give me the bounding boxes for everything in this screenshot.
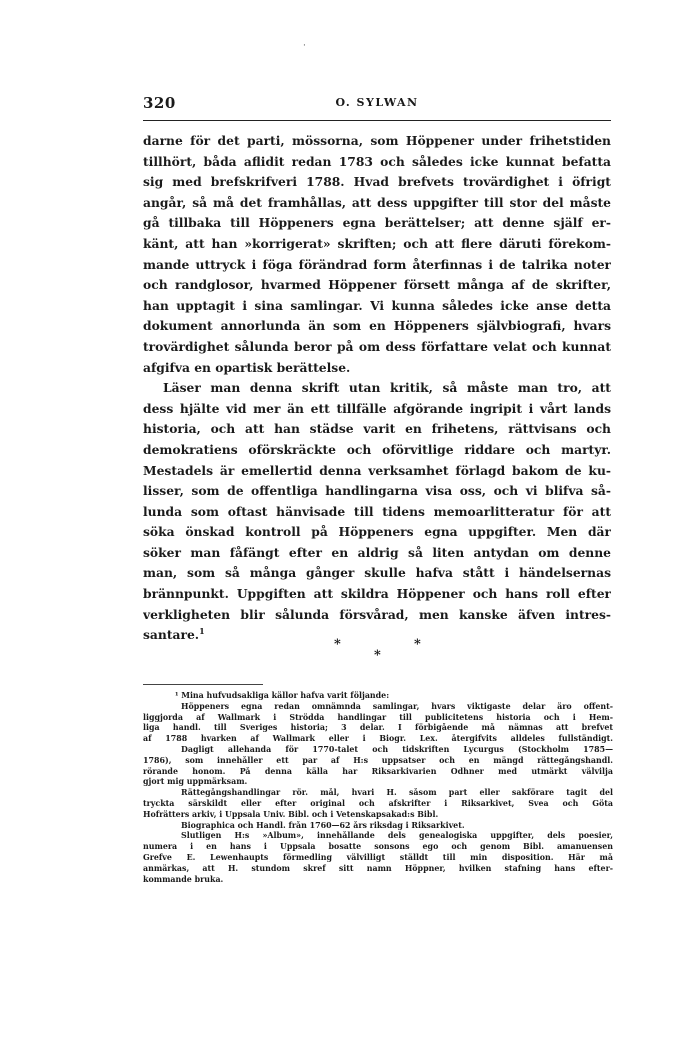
separator-star: * <box>334 637 341 652</box>
text-line: Läser man denna skrift utan kritik, så måste man tro, att <box>163 380 611 396</box>
separator-star: * <box>414 637 421 652</box>
header-rule <box>143 120 611 121</box>
footnote-line: 1786), som innehåller ett par af H:s uppsatser och en mängd rättegångshandl. <box>143 755 613 765</box>
footnote-line: ¹ Mina hufvudsakliga källor hafva varit följande: <box>175 691 390 700</box>
footnote-line: Höppeners egna redan omnämnda samlingar, hvars viktigaste delar äro offent- <box>181 701 613 711</box>
text-line: mande uttryck i föga förändrad form återfinnas i de talrika noter <box>143 256 611 272</box>
footnote-line: gjort mig uppmärksam. <box>143 777 248 787</box>
text-line: verkligheten blir sålunda försvårad, men kanske äfven intres- <box>143 606 611 622</box>
text-line: söker man fåfängt efter en aldrig så liten antydan om denne <box>143 544 611 560</box>
text-line: sig med brefskrifveri 1788. Hvad brefvets trovärdighet i öfrigt <box>143 174 611 190</box>
footnote-line: liga handl. till Sveriges historia; 3 delar. I förbigående må nämnas att brefvet <box>143 723 613 733</box>
text-line: trovärdighet sålunda beror på om dess författare velat och kunnat <box>143 338 611 354</box>
footnote <box>143 691 613 702</box>
text-line: gå tillbaka till Höppeners egna berättelser; att denne själf er- <box>143 215 611 231</box>
footnote-line: Slutligen H:s »Album», innehållande dels genealogiska uppgifter, dels poesier, <box>181 831 613 841</box>
text-line: dokument annorlunda än som en Höppeners självbiografi, hvars <box>143 318 611 334</box>
text-line: historia, och att han städse varit en frihetens, rättvisans och <box>143 421 611 437</box>
footnote-entry <box>143 702 613 745</box>
text-line: man, som så många gånger skulle hafva stått i händelsernas <box>143 565 611 581</box>
footnote-line: tryckta särskildt eller efter original och afskrifter i Riksarkivet, Svea och Göta <box>143 798 613 808</box>
footnote-entry <box>143 745 613 788</box>
separator-star: * <box>374 648 381 663</box>
paragraph <box>143 131 611 378</box>
footnote-line: Hofrätters arkiv, i Uppsala Univ. Bibl. och i Vetenskapsakad:s Bibl. <box>143 809 439 819</box>
body-text <box>143 131 611 646</box>
text-line: och randglosor, hvarmed Höppener försett många af de skrifter, <box>143 277 611 293</box>
footnote-line: anmärkas, att H. stundom skref sitt namn Höppner, hvilken stafning hans efter- <box>143 863 613 873</box>
text-line-end: santare. <box>143 627 200 643</box>
page-header <box>143 94 611 116</box>
text-line: känt, att han »korrigerat» skriften; och att flere däruti förekom- <box>143 235 611 251</box>
footnote-line: Grefve E. Lewenhaupts förmedling välvilligt ställdt till min disposition. Här må <box>143 852 613 862</box>
footnotes <box>143 691 613 885</box>
text-line: brännpunkt. Uppgiften att skildra Höppener och hans roll efter <box>143 586 611 602</box>
footnote-line: Biographica och Handl. från 1760—62 års riksdag i Riksarkivet. <box>181 820 465 830</box>
footnote-line: kommande bruka. <box>143 874 224 884</box>
text-line: han upptagit i sina samlingar. Vi kunna således icke anse detta <box>143 297 611 313</box>
footnote-line: Rättegångshandlingar rör. mål, hvari H. såsom part eller sakförare tagit del <box>181 788 613 798</box>
footnote-line: Dagligt allehanda för 1770-talet och tidskriften Lycurgus (Stockholm 1785— <box>181 744 613 754</box>
text-line: tillhört, båda aflidit redan 1783 och således icke kunnat befatta <box>143 153 611 169</box>
paragraph <box>143 378 611 646</box>
running-head: O. SYLWAN <box>335 96 419 109</box>
text-line: darne för det parti, mössorna, som Höppener under frihetstiden <box>143 133 611 148</box>
footnote-marker: 1 <box>199 626 205 637</box>
footnote-line: liggjorda af Wallmark i Strödda handlingar till publicitetens historia och i Hem- <box>143 712 613 722</box>
footnote-line: rörande honom. På denna källa har Riksarkivarien Odhner med utmärkt välvilja <box>143 766 613 776</box>
section-separator <box>0 637 696 667</box>
text-line: lisser, som de offentliga handlingarna visa oss, och vi blifva så- <box>143 483 611 499</box>
footnote-entry <box>143 788 613 820</box>
text-line: dess hjälte vid mer än ett tillfälle afgörande ingripit i vårt lands <box>143 400 611 416</box>
footnote-rule <box>143 684 263 685</box>
text-line: demokratiens oförskräckte och oförvitlige riddare och martyr. <box>143 441 611 457</box>
footnote-entry <box>143 821 613 832</box>
footnote-line: numera i en hans i Uppsala bosatte sonsons ego och genom Bibl. amanuensen <box>143 842 613 852</box>
page-number: 320 <box>143 94 176 112</box>
footnote-line: af 1788 hvarken af Wallmark eller i Biogr. Lex. återgifvits alldeles fullständigt. <box>143 734 613 744</box>
text-line: Mestadels är emellertid denna verksamhet förlagd bakom de ku- <box>143 462 611 478</box>
text-line: angår, så må det framhållas, att dess uppgifter till stor del måste <box>143 194 611 210</box>
text-line: afgifva en opartisk berättelse. <box>143 359 351 375</box>
footnote-entry <box>143 831 613 885</box>
text-line: lunda som oftast hänvisade till tidens memoarlitteratur för att <box>143 503 611 519</box>
text-line: söka önskad kontroll på Höppeners egna uppgifter. Men där <box>143 524 611 540</box>
page-speck: · <box>303 41 306 51</box>
